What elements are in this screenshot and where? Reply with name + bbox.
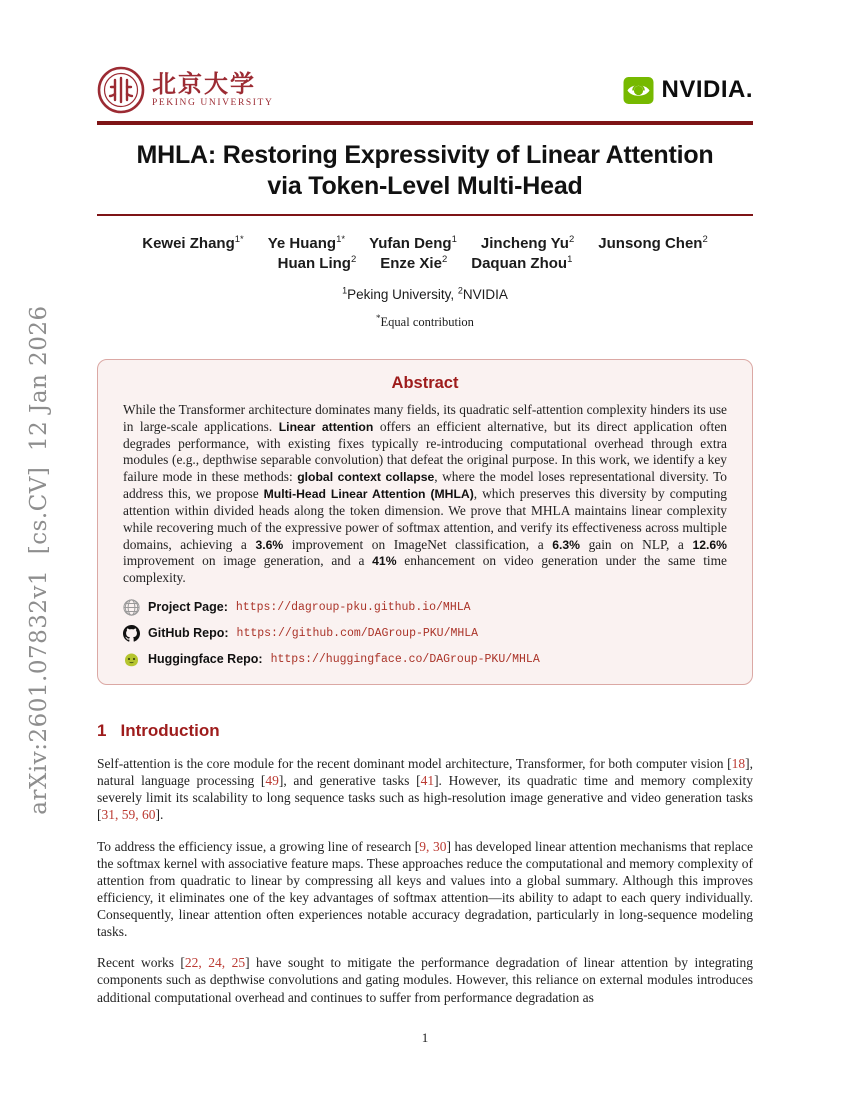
nvidia-eye-icon bbox=[623, 75, 654, 106]
pku-name-chinese: 北京大学 bbox=[152, 68, 256, 98]
nvidia-logo bbox=[623, 75, 753, 106]
content-column bbox=[97, 0, 753, 1006]
header-rule bbox=[97, 121, 753, 125]
author-line-2 bbox=[97, 255, 753, 272]
intro-paragraph-3: Recent works [22, 24, 25] have sought to mitigate the performance degradation of linear attention by integrating components such as depthwise convolutions and gating modules. However, this reliance on external modules introduces additional computational overhead and continues to suffer from performance degradation as bbox=[97, 955, 753, 1005]
github-repo-label: GitHub Repo: bbox=[148, 626, 229, 641]
citation-link[interactable]: 18 bbox=[731, 755, 746, 771]
intro-paragraph-2: To address the efficiency issue, a growing line of research [9, 30] has developed linear attention mechanisms that replace the softmax kernel with associative feature maps. These approaches reduce the computational and memory complexity of attention from quadratic to linear by compressing all keys and values into a global summary. Although this improves efficiency, it eliminates one of the key advantages of softmax attention—its ability to adapt to each query individually. Consequently, linear attention often experiences notable accuracy degradation, particularly in long-sequence modeling tasks. bbox=[97, 838, 753, 940]
section-number: 1 bbox=[97, 720, 107, 740]
title-line-1: MHLA: Restoring Expressivity of Linear Attention bbox=[136, 141, 714, 169]
nvidia-wordmark: NVIDIA. bbox=[661, 76, 753, 103]
abstract-heading: Abstract bbox=[391, 374, 459, 392]
pku-logo bbox=[97, 66, 273, 114]
title-rule bbox=[97, 214, 753, 216]
author-block bbox=[97, 235, 753, 272]
header-logo-row bbox=[97, 62, 753, 118]
author: Huan Ling$^2$ bbox=[277, 254, 357, 272]
huggingface-repo-row[interactable] bbox=[123, 651, 727, 668]
project-page-label: Project Page: bbox=[148, 600, 228, 615]
author-line-1 bbox=[97, 235, 753, 252]
project-page-link[interactable]: https://dagroup-pku.github.io/MHLA bbox=[235, 600, 471, 614]
pku-seal-icon bbox=[97, 66, 145, 114]
author: Yufan Deng$^1$ bbox=[369, 234, 457, 252]
author: Jincheng Yu$^2$ bbox=[480, 234, 575, 252]
globe-icon bbox=[123, 599, 140, 616]
github-repo-row[interactable] bbox=[123, 625, 727, 642]
paper-title bbox=[97, 140, 753, 201]
title-line-2: via Token-Level Multi-Head bbox=[267, 171, 583, 200]
pku-wordmark bbox=[152, 68, 274, 109]
huggingface-icon bbox=[123, 651, 140, 668]
abstract-box bbox=[97, 359, 753, 685]
project-page-row[interactable] bbox=[123, 599, 727, 616]
section-heading-introduction bbox=[97, 721, 753, 741]
citation-link[interactable]: 31, 59, 60 bbox=[101, 807, 156, 823]
author: Kewei Zhang$^{1*}$ bbox=[142, 234, 244, 252]
section-title: Introduction bbox=[120, 720, 220, 740]
huggingface-repo-label: Huggingface Repo: bbox=[148, 652, 263, 667]
affiliations: $^1$Peking University, $^2$NVIDIA bbox=[342, 285, 508, 302]
pku-name-english: PEKING UNIVERSITY bbox=[152, 97, 274, 108]
abstract-text: While the Transformer architecture dominates many fields, its quadratic self-attention complexity hinders its use in large-scale applications. Linear attention offers an efficient alternative, but its direct application often degrades performance, with existing fixes typically re-introducing computational overhead through extra modules (e.g., depthwise separable convolution) that defeat the original purpose. In this work, we identify a key failure mode in these methods: global context collapse, where the model loses representational diversity. To address this, we propose Multi-Head Linear Attention (MHLA), which preserves this diversity by computing attention within divided heads along the token dimension. We prove that MHLA maintains linear complexity while recovering much of the expressive power of softmax attention, and verify its effectiveness across multiple domains, achieving a 3.6% improvement on ImageNet classification, a 6.3% gain on NLP, a 12.6% improvement on image generation, and a 41% enhancement on video generation under the same time complexity. bbox=[123, 402, 728, 586]
author: Ye Huang$^{1*}$ bbox=[267, 234, 346, 252]
intro-paragraph-1: Self-attention is the core module for the recent dominant model architecture, Transformer, for both computer vision [18], natural language processing [49], and generative tasks [41]. However, its quadratic time and memory complexity severely limit its scalability to long sequence tasks such as high-resolution image generative and video generation tasks [31, 59, 60]. bbox=[97, 755, 753, 823]
citation-link[interactable]: 41 bbox=[420, 773, 435, 789]
github-repo-link[interactable]: https://github.com/DAGroup-PKU/MHLA bbox=[236, 626, 479, 640]
huggingface-repo-link[interactable]: https://huggingface.co/DAGroup-PKU/MHLA bbox=[270, 652, 540, 666]
github-icon bbox=[123, 625, 140, 642]
author: Junsong Chen$^2$ bbox=[598, 234, 708, 252]
citation-link[interactable]: 49 bbox=[265, 773, 279, 789]
arxiv-stamp: arXiv:2601.07832v1 [cs.CV] 12 Jan 2026 bbox=[26, 305, 52, 815]
author: Daquan Zhou$^1$ bbox=[471, 254, 573, 272]
citation-link[interactable]: 9, 30 bbox=[419, 838, 447, 854]
citation-link[interactable]: 22, 24, 25 bbox=[184, 955, 246, 971]
equal-contribution-note: *Equal contribution bbox=[376, 312, 474, 329]
resource-links bbox=[123, 599, 727, 668]
page-number: 1 bbox=[421, 1030, 429, 1045]
author: Enze Xie$^2$ bbox=[380, 254, 448, 272]
